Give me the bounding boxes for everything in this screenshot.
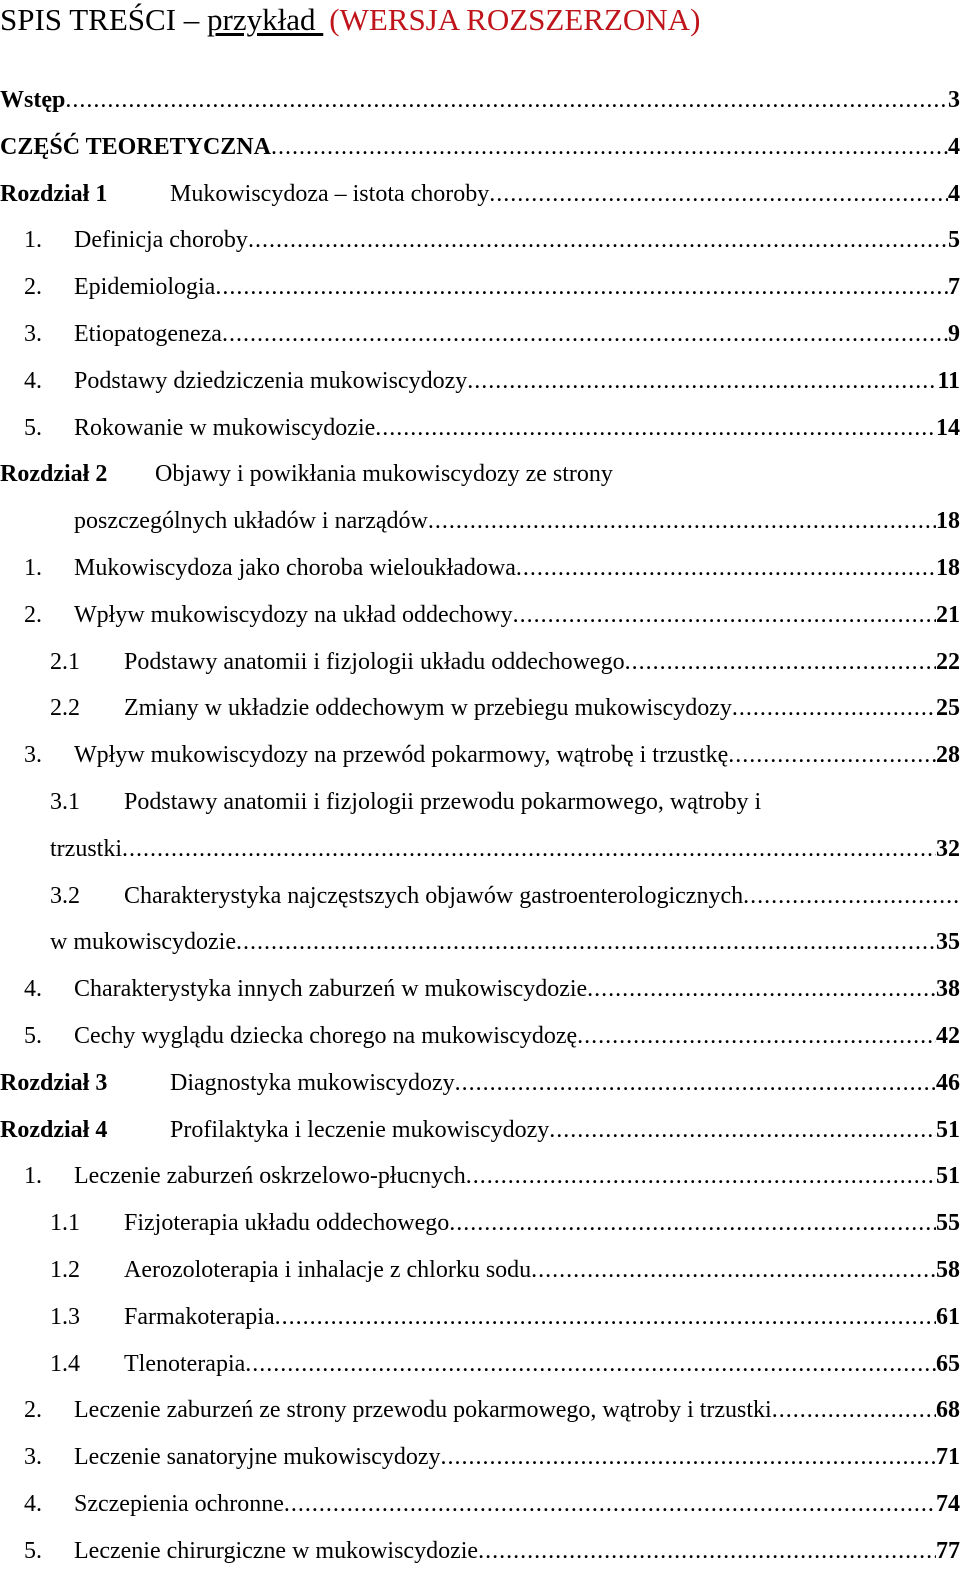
toc-page-number: 28 [936, 742, 960, 769]
toc-entry [0, 1434, 960, 1481]
toc-entry-line [74, 358, 960, 405]
toc-page-number: 14 [936, 414, 960, 441]
toc-entry-number: 4. [24, 367, 42, 394]
toc-entry [0, 1341, 960, 1388]
toc-entry-title: Diagnostyka mukowiscydozy [170, 1069, 455, 1096]
toc-entry-line [170, 171, 960, 218]
toc-entry-title: Wstęp [0, 87, 66, 113]
toc-page-number: 46 [936, 1069, 960, 1096]
toc-entry-title: Profilaktyka i leczenie mukowiscydozy [170, 1116, 550, 1143]
toc-entry-line [74, 1528, 960, 1575]
toc-page-number: 25 [936, 695, 960, 722]
toc-entry [0, 1247, 960, 1294]
toc-entry [0, 545, 960, 592]
toc-leader-dots [215, 264, 948, 311]
toc-chapter-label: Rozdział 3 [0, 1069, 108, 1096]
toc-entry-line [0, 124, 960, 171]
toc-entry-title: Wpływ mukowiscydozy na przewód pokarmowy, wątrobę i trzustkę [74, 742, 729, 769]
toc-page-number: 32 [936, 835, 960, 862]
toc-entry-line [74, 966, 960, 1013]
toc-page-number: 9 [948, 320, 960, 347]
toc-page-number: 51 [936, 1116, 960, 1143]
toc-entry-title: Cechy wyglądu dziecka chorego na mukowiscydozę [74, 1022, 578, 1049]
toc-entry [0, 124, 960, 171]
toc-leader-dots [743, 873, 960, 920]
toc-entry-line [124, 1200, 960, 1247]
toc-entry-number: 5. [24, 1022, 42, 1049]
toc-entry-title: Charakterystyka najczęstszych objawów gastroenterologicznych [124, 882, 744, 909]
toc-leader-dots [428, 498, 936, 545]
toc-entry [0, 685, 960, 732]
toc-page-number: 42 [936, 1022, 960, 1049]
toc-entry-number: 2. [24, 1397, 42, 1424]
toc-entry-title: Fizjoterapia układu oddechowego [124, 1210, 450, 1237]
toc-leader-dots [455, 1060, 936, 1107]
toc-entry-title: Szczepienia ochronne [74, 1490, 284, 1517]
toc-entry-number: 1.1 [50, 1210, 80, 1237]
toc-entry [0, 1060, 960, 1107]
toc-entry-number: 1.2 [50, 1256, 80, 1283]
toc-page-number: 4 [948, 180, 960, 207]
title-version: (WERSJA ROZSZERZONA) [329, 2, 701, 37]
toc-leader-dots [728, 732, 936, 779]
toc-leader-dots [284, 1481, 936, 1528]
toc-entry [0, 1200, 960, 1247]
toc-page-number: 22 [936, 648, 960, 675]
toc-page-number: 18 [936, 508, 960, 535]
toc-entry [0, 77, 960, 124]
toc-entry-title: poszczególnych układów i narządów [74, 508, 428, 535]
toc-entry [0, 779, 960, 826]
toc-leader-dots [122, 826, 936, 873]
toc-entry-title: Tlenoterapia [124, 1350, 246, 1377]
toc-page-number: 7 [948, 274, 960, 301]
toc-entry-title: Podstawy dziedziczenia mukowiscydozy [74, 367, 468, 394]
toc-entry-number: 1.4 [50, 1350, 80, 1377]
toc-page-number: 11 [937, 367, 960, 394]
toc-entry-line [74, 311, 960, 358]
toc-entry-line [0, 77, 960, 124]
toc-entry-number: 1. [24, 1163, 42, 1190]
toc-leader-dots [478, 1528, 936, 1575]
toc-entry-title: Leczenie zaburzeń ze strony przewodu pokarmowego, wątroby i trzustki [74, 1397, 772, 1424]
toc-entry-line [74, 732, 960, 779]
toc-entry-line [74, 1013, 960, 1060]
toc-entry [0, 1107, 960, 1154]
toc-entry-number: 3. [24, 742, 42, 769]
toc-entry-line [74, 264, 960, 311]
toc-leader-dots [271, 124, 948, 171]
toc-leader-dots [772, 1387, 936, 1434]
toc-entry [0, 264, 960, 311]
title-main: SPIS TREŚCI – [0, 2, 208, 37]
toc-leader-dots [489, 171, 948, 218]
toc-entry-title: Podstawy anatomii i fizjologii przewodu pokarmowego, wątroby i [124, 788, 762, 815]
toc-entry-line [74, 405, 960, 452]
toc-entry [0, 217, 960, 264]
toc-entry-line [170, 1107, 960, 1154]
toc-page-number: 71 [936, 1444, 960, 1471]
title-example: przykład [207, 2, 324, 37]
toc-page-number: 58 [936, 1256, 960, 1283]
toc-leader-dots [245, 1341, 936, 1388]
toc-entry-line [124, 639, 960, 686]
toc-entry [0, 311, 960, 358]
toc-entry-title: Definicja choroby [74, 227, 248, 254]
toc-page-number: 4 [948, 133, 960, 160]
toc-leader-dots [516, 545, 936, 592]
toc-entry-number: 5. [24, 414, 42, 441]
toc-leader-dots [513, 592, 936, 639]
toc-entry-line [155, 451, 613, 498]
toc-entry-line [170, 1060, 960, 1107]
toc-entry [0, 1387, 960, 1434]
toc-entry [0, 919, 960, 966]
toc-entry-line [124, 1294, 960, 1341]
toc-entry-title: Mukowiscydoza jako choroba wieloukładowa [74, 554, 516, 581]
page-title [0, 0, 700, 40]
toc-chapter-label: Rozdział 2 [0, 461, 108, 488]
toc-entry-number: 3. [24, 320, 42, 347]
toc-leader-dots [65, 77, 948, 124]
toc-entry-title: CZĘŚĆ TEORETYCZNA [0, 133, 271, 160]
toc-leader-dots [275, 1294, 936, 1341]
toc-entry [0, 1294, 960, 1341]
toc-entry-title: Etiopatogeneza [74, 320, 222, 347]
toc-entry-line [50, 919, 960, 966]
toc-page-number: 3 [948, 87, 960, 113]
toc-entry [0, 358, 960, 405]
toc-entry-number: 3.1 [50, 788, 80, 815]
toc-page-number: 18 [936, 554, 960, 581]
toc-leader-dots [449, 1200, 936, 1247]
toc-entry [0, 1481, 960, 1528]
toc-entry-title: w mukowiscydozie [50, 929, 236, 956]
toc-entry-line [74, 1434, 960, 1481]
toc-entry-number: 4. [24, 976, 42, 1003]
toc-leader-dots [549, 1107, 936, 1154]
toc-page-number: 38 [936, 976, 960, 1003]
toc-entry-number: 3. [24, 1444, 42, 1471]
toc-entry-line [74, 1481, 960, 1528]
toc-entry-number: 5. [24, 1537, 42, 1564]
toc-entry-line [124, 1341, 960, 1388]
toc-entry [0, 1528, 960, 1575]
table-of-contents [0, 77, 960, 1575]
toc-page-number: 5 [948, 227, 960, 254]
toc-entry [0, 966, 960, 1013]
toc-entry-line [124, 779, 761, 826]
toc-entry [0, 451, 960, 498]
toc-page-number: 35 [936, 929, 960, 956]
toc-leader-dots [222, 311, 948, 358]
toc-leader-dots [577, 1013, 936, 1060]
toc-page-number: 65 [936, 1350, 960, 1377]
toc-entry-title: Zmiany w układzie oddechowym w przebiegu mukowiscydozy [124, 695, 732, 722]
toc-entry [0, 405, 960, 452]
toc-entry [0, 592, 960, 639]
toc-entry [0, 171, 960, 218]
toc-entry-title: Rokowanie w mukowiscydozie [74, 414, 376, 441]
toc-page-number: 77 [936, 1537, 960, 1564]
toc-entry-title: Objawy i powikłania mukowiscydozy ze strony [155, 461, 613, 488]
toc-entry-title: Mukowiscydoza – istota choroby [170, 180, 490, 207]
toc-page-number: 68 [936, 1397, 960, 1424]
toc-page-number: 61 [936, 1303, 960, 1330]
toc-entry [0, 1013, 960, 1060]
toc-page-number: 21 [936, 601, 960, 628]
toc-leader-dots [625, 639, 936, 686]
toc-entry-title: Aerozoloterapia i inhalacje z chlorku sodu [124, 1256, 532, 1283]
toc-leader-dots [441, 1434, 936, 1481]
toc-entry-number: 2. [24, 274, 42, 301]
toc-entry-title: Farmakoterapia [124, 1303, 275, 1330]
toc-entry-line [74, 498, 960, 545]
toc-chapter-label: Rozdział 4 [0, 1116, 108, 1143]
toc-entry-line [124, 685, 960, 732]
toc-entry-line [124, 1247, 960, 1294]
toc-entry [0, 639, 960, 686]
toc-page-number: 74 [936, 1490, 960, 1517]
toc-entry-number: 1. [24, 227, 42, 254]
toc-entry-number: 2.2 [50, 695, 80, 722]
toc-entry [0, 498, 960, 545]
toc-leader-dots [531, 1247, 936, 1294]
toc-page-number: 51 [936, 1163, 960, 1190]
toc-leader-dots [236, 919, 936, 966]
toc-entry-title: Leczenie sanatoryjne mukowiscydozy [74, 1444, 441, 1471]
toc-entry-title: Podstawy anatomii i fizjologii układu oddechowego [124, 648, 625, 675]
toc-entry-line [74, 1153, 960, 1200]
toc-entry [0, 1153, 960, 1200]
toc-entry-number: 2. [24, 601, 42, 628]
toc-entry-title: Epidemiologia [74, 274, 216, 301]
toc-entry-number: 1.3 [50, 1303, 80, 1330]
toc-entry-line [74, 217, 960, 264]
toc-leader-dots [732, 685, 936, 732]
toc-entry-line [74, 545, 960, 592]
toc-entry [0, 826, 960, 873]
toc-entry-number: 2.1 [50, 648, 80, 675]
toc-entry [0, 873, 960, 920]
toc-entry-line [74, 592, 960, 639]
toc-leader-dots [375, 405, 936, 452]
toc-entry-number: 3.2 [50, 882, 80, 909]
toc-entry [0, 732, 960, 779]
toc-entry-title: trzustki [50, 835, 122, 862]
toc-leader-dots [466, 1153, 936, 1200]
toc-entry-line [124, 873, 960, 920]
toc-entry-title: Charakterystyka innych zaburzeń w mukowiscydozie [74, 976, 588, 1003]
toc-entry-title: Wpływ mukowiscydozy na układ oddechowy [74, 601, 513, 628]
toc-page-number: 55 [936, 1210, 960, 1237]
toc-leader-dots [587, 966, 936, 1013]
toc-entry-line [74, 1387, 960, 1434]
toc-entry-title: Leczenie zaburzeń oskrzelowo-płucnych [74, 1163, 466, 1190]
toc-entry-title: Leczenie chirurgiczne w mukowiscydozie [74, 1537, 479, 1564]
toc-chapter-label: Rozdział 1 [0, 180, 108, 207]
toc-leader-dots [467, 358, 937, 405]
toc-leader-dots [248, 217, 948, 264]
toc-entry-number: 1. [24, 554, 42, 581]
toc-entry-line [50, 826, 960, 873]
toc-entry-number: 4. [24, 1490, 42, 1517]
